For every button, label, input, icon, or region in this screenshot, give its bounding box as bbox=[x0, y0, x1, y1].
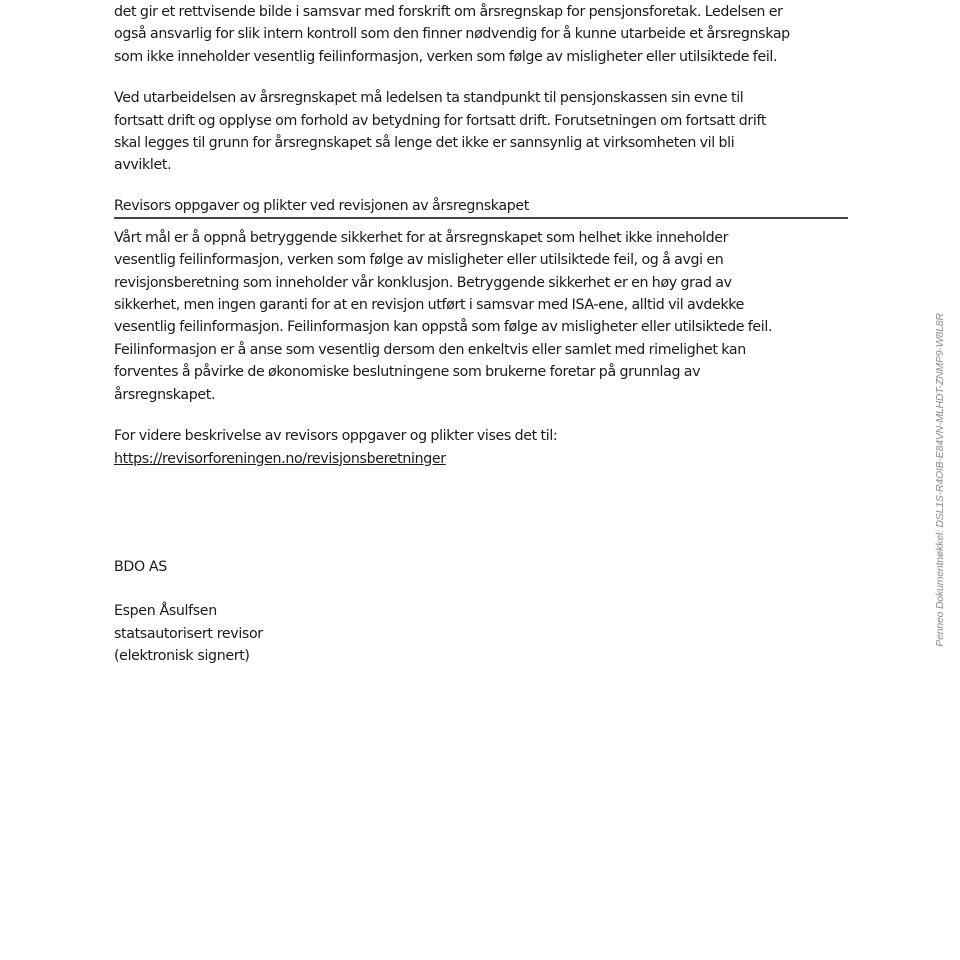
text-line: vesentlig feilinformasjon, verken som følge av misligheter eller utilsiktede feil, og å avgi en bbox=[114, 252, 724, 269]
signature-block bbox=[114, 556, 263, 668]
paragraph-management-responsibility bbox=[114, 1, 854, 68]
text-line: forventes å påvirke de økonomiske beslutningene som brukerne foretar på grunnlag av bbox=[114, 364, 701, 381]
text-line: årsregnskapet. bbox=[114, 386, 216, 403]
text-line: også ansvarlig for slik intern kontroll som den finner nødvendig for å kunne utarbeide et årsregnskap bbox=[114, 26, 790, 43]
signer-title: statsautorisert revisor bbox=[114, 625, 263, 642]
text-line: Feilinformasjon er å anse som vesentlig dersom den enkeltvis eller samlet med rimelighet kan bbox=[114, 341, 746, 358]
paragraph-further-description bbox=[114, 425, 854, 470]
text-line: som ikke inneholder vesentlig feilinformasjon, verken som følge av misligheter eller utilsiktede feil. bbox=[114, 48, 778, 65]
paragraph-going-concern bbox=[114, 87, 854, 177]
firm-name: BDO AS bbox=[114, 559, 167, 575]
text-line: sikkerhet, men ingen garanti for at en revisjon utført i samsvar med ISA-ene, alltid vil avdekke bbox=[114, 297, 745, 314]
text-line: skal legges til grunn for årsregnskapet så lenge det ikke er sannsynlig at virksomheten vil bli bbox=[114, 135, 735, 152]
text-line: avviklet. bbox=[114, 157, 172, 174]
text-line: For videre beskrivelse av revisors oppgaver og plikter vises det til: bbox=[114, 428, 558, 445]
document-body bbox=[114, 1, 854, 489]
text-line: revisjonsberetning som inneholder vår konklusjon. Betryggende sikkerhet er en høy grad av bbox=[114, 274, 732, 291]
text-line: vesentlig feilinformasjon. Feilinformasjon kan oppstå som følge av misligheter eller utilsiktede feil. bbox=[114, 319, 773, 336]
penneo-document-key-watermark: Penneo Dokumentnøkkel: DSL1S-R4OIB-E84VN-MLHDT-ZNMP9-W8L8R bbox=[934, 313, 946, 647]
text-line: Vårt mål er å oppnå betryggende sikkerhet for at årsregnskapet som helhet ikke inneholder bbox=[114, 229, 729, 246]
revisorforeningen-link[interactable]: https://revisorforeningen.no/revisjonsberetninger bbox=[114, 450, 446, 467]
section-heading: Revisors oppgaver og plikter ved revisjonen av årsregnskapet bbox=[114, 196, 848, 219]
text-line: Ved utarbeidelsen av årsregnskapet må ledelsen ta standpunkt til pensjonskassen sin evne til bbox=[114, 90, 744, 107]
signer-name: Espen Åsulfsen bbox=[114, 603, 217, 620]
paragraph-auditor-duties bbox=[114, 227, 854, 406]
signature-note: (elektronisk signert) bbox=[114, 648, 250, 665]
spacer bbox=[114, 578, 263, 600]
text-line: fortsatt drift og opplyse om forhold av betydning for fortsatt drift. Forutsetningen om fortsatt drift bbox=[114, 112, 767, 129]
text-line: det gir et rettvisende bilde i samsvar med forskrift om årsregnskap for pensjonsforetak. Ledelsen er bbox=[114, 4, 783, 20]
